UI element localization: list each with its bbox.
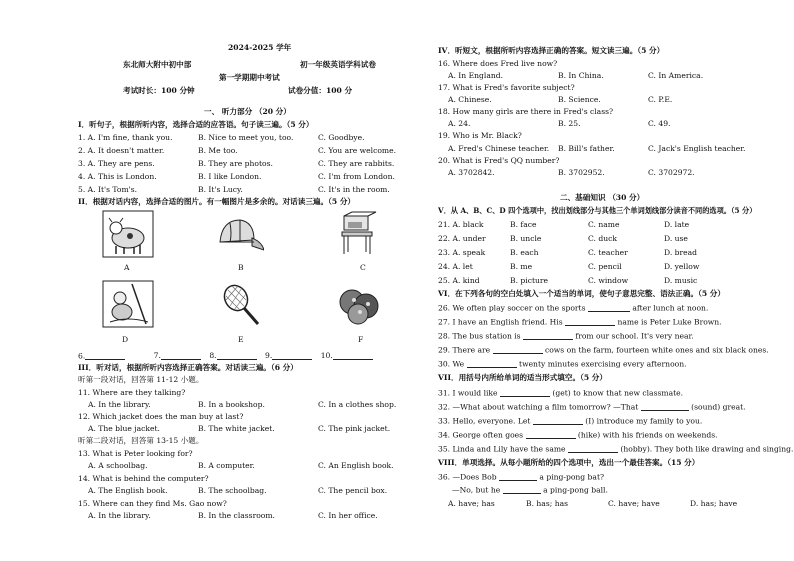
q18-b: B. 25. xyxy=(558,119,581,128)
q23-b: B. each xyxy=(510,248,539,257)
q34-text1: 34. George often goes xyxy=(438,430,524,440)
answer-8-blank[interactable] xyxy=(217,352,257,360)
answer-7-blank[interactable] xyxy=(161,352,201,360)
q30-blank[interactable] xyxy=(467,360,517,368)
q1-c: C. Goodbye. xyxy=(318,133,365,142)
q35-text1: 35. Linda and Lily have the same xyxy=(438,444,566,454)
q34-row xyxy=(438,431,718,439)
q17-question: 17. What is Fred's favorite subject? xyxy=(438,83,575,92)
q28-blank[interactable] xyxy=(523,332,573,340)
q30-text2: twenty minutes exercising every afternoon. xyxy=(519,359,687,369)
pic-label-b: B xyxy=(238,263,244,272)
answer-row xyxy=(78,352,373,360)
q19-a: A. Fred's Chinese teacher. xyxy=(448,144,550,153)
q11-a: A. In the library. xyxy=(88,400,151,409)
q4-b: B. I like London. xyxy=(198,172,262,181)
q33-row xyxy=(438,417,702,425)
exam-term: 第一学期期中考试 xyxy=(219,73,280,82)
q11-b: B. In a bookshop. xyxy=(198,400,265,409)
exam-subject: 初一年级英语学科试卷 xyxy=(300,60,376,69)
q22-b: B. uncle xyxy=(510,234,542,243)
q16-b: B. In China. xyxy=(558,71,604,80)
q33-text2: (I) introduce my family to you. xyxy=(585,416,703,426)
q14-question: 14. What is behind the computer? xyxy=(78,474,209,483)
pic-label-e: E xyxy=(238,335,244,344)
pic-label-c: C xyxy=(360,263,366,272)
q32-text2: (sound) great. xyxy=(691,402,746,412)
q30-text1: 30. We xyxy=(438,359,465,369)
q35-row xyxy=(438,445,793,453)
q27-blank[interactable] xyxy=(565,318,615,326)
q31-text2: (get) to know that new classmate. xyxy=(552,388,684,398)
racket-picture xyxy=(216,280,268,328)
q11-question: 11. Where are they talking? xyxy=(78,388,186,397)
sec2-title: II．根据对话内容，选择合适的图片。有一幅图片是多余的。对话读三遍。（5 分） xyxy=(78,197,356,206)
q5-b: B. It's Lucy. xyxy=(198,185,243,194)
cow-picture xyxy=(102,210,154,258)
sec3-title: III．听对话，根据所听内容选择正确答案。对话读三遍。（6 分） xyxy=(78,363,298,372)
pic-label-a: A xyxy=(124,263,130,272)
q21-c: C. name xyxy=(588,220,620,229)
q18-question: 18. How many girls are there in Fred's class? xyxy=(438,107,614,116)
q23-c: C. teacher xyxy=(588,248,628,257)
sec6-title: VI．在下列各句的空白处填入一个适当的单词，使句子意思完整、语法正确。（5 分） xyxy=(438,289,725,298)
q25-c: C. window xyxy=(588,276,629,285)
q21-d: D. late xyxy=(664,220,690,229)
sec8-title: VIII．单项选择。从每小题所给的四个选项中，选出一个最佳答案。（15 分） xyxy=(438,458,700,467)
part1-title: 一、 听力部分 （20 分） xyxy=(204,107,291,116)
q26-text1: 26. We often play soccer on the sports xyxy=(438,303,586,313)
q1-a: 1. A. I'm fine, thank you. xyxy=(78,133,173,142)
q25-d: D. music xyxy=(664,276,698,285)
q15-a: A. In the library. xyxy=(88,511,151,520)
q13-a: A. A schoolbag. xyxy=(88,461,148,470)
q36-b: B. has; has xyxy=(526,499,569,508)
q19-question: 19. Who is Mr. Black? xyxy=(438,131,522,140)
q36-c: C. have; have xyxy=(608,499,660,508)
q36-text3: —No, but he xyxy=(452,485,501,495)
q5-a: 5. A. It's Tom's. xyxy=(78,185,138,194)
sec7-title: VII．用括号内所给单词的适当形式填空。（5 分） xyxy=(438,373,607,382)
q12-c: C. The pink jacket. xyxy=(318,424,391,433)
answer-7: 7. xyxy=(153,351,161,361)
q21-a: 21. A. black xyxy=(438,220,484,229)
q34-blank[interactable] xyxy=(526,431,576,439)
q20-question: 20. What is Fred's QQ number? xyxy=(438,156,560,165)
q15-c: C. In her office. xyxy=(318,511,378,520)
q3-a: 3. A. They are pens. xyxy=(78,159,155,168)
q33-blank[interactable] xyxy=(533,417,583,425)
q16-a: A. In England. xyxy=(448,71,504,80)
q12-question: 12. Which jacket does the man buy at last? xyxy=(78,412,244,421)
q29-blank[interactable] xyxy=(493,346,543,354)
answer-10: 10. xyxy=(320,351,333,361)
q32-text1: 32. —What about watching a film tomorrow? —That xyxy=(438,402,639,412)
q4-c: C. I'm from London. xyxy=(318,172,395,181)
q29-text2: cows on the farm, fourteen white ones and six black ones. xyxy=(544,345,769,355)
q31-text1: 31. I would like xyxy=(438,388,498,398)
q16-c: C. In America. xyxy=(648,71,704,80)
sec3-intro1: 听第一段对话，回答第 11-12 小题。 xyxy=(78,375,204,384)
q23-d: D. bread xyxy=(664,248,698,257)
q22-d: D. use xyxy=(664,234,688,243)
q24-b: B. me xyxy=(510,262,533,271)
q15-b: B. In the classroom. xyxy=(198,511,275,520)
q36-text1: 36. —Does Bob xyxy=(438,472,497,482)
q19-b: B. Bill's father. xyxy=(558,144,615,153)
q15-question: 15. Where can they find Ms. Gao now? xyxy=(78,499,227,508)
q32-row xyxy=(438,403,746,411)
q3-b: B. They are photos. xyxy=(198,159,273,168)
q19-c: C. Jack's English teacher. xyxy=(648,144,746,153)
q20-c: C. 3702972. xyxy=(648,168,695,177)
q26-text2: after lunch at noon. xyxy=(632,303,709,313)
q29-text1: 29. There are xyxy=(438,345,491,355)
q27-text1: 27. I have an English friend. His xyxy=(438,317,563,327)
q29-row xyxy=(438,346,769,354)
q36-a: A. have; has xyxy=(448,499,495,508)
q36-line2 xyxy=(452,486,608,494)
q18-a: A. 24. xyxy=(448,119,471,128)
q5-c: C. It's in the room. xyxy=(318,185,390,194)
q13-b: B. A computer. xyxy=(198,461,255,470)
answer-9-blank[interactable] xyxy=(272,352,312,360)
q28-row xyxy=(438,332,694,340)
q35-text2: (hobby). They both like drawing and singing. xyxy=(620,444,794,454)
q25-a: 25. A. kind xyxy=(438,276,480,285)
sec3-intro2: 听第二段对话，回答第 13-15 小题。 xyxy=(78,436,204,445)
q17-b: B. Science. xyxy=(558,95,601,104)
q30-row xyxy=(438,360,687,368)
q36-blank1[interactable] xyxy=(499,473,537,481)
answer-6: 6. xyxy=(78,351,86,361)
q28-text2: from our school. It's very near. xyxy=(575,331,694,341)
q31-row xyxy=(438,389,683,397)
exam-score: 试卷分值：100 分 xyxy=(288,86,353,95)
q4-a: 4. A. This is London. xyxy=(78,172,157,181)
q33-text1: 33. Hello, everyone. Let xyxy=(438,416,531,426)
chair-picture xyxy=(332,210,384,258)
q14-a: A. The English book. xyxy=(88,486,168,495)
pic-label-f: F xyxy=(358,335,364,344)
q12-b: B. The white jacket. xyxy=(198,424,275,433)
q24-d: D. yellow xyxy=(664,262,700,271)
sec4-title: IV．听短文，根据所听内容选择正确的答案。短文读三遍。（5 分） xyxy=(438,46,665,55)
q13-question: 13. What is Peter looking for? xyxy=(78,449,193,458)
q2-c: C. You are welcome. xyxy=(318,146,397,155)
q1-b: B. Nice to meet you, too. xyxy=(198,133,294,142)
q21-b: B. face xyxy=(510,220,537,229)
part2-title: 二、基础知识 （30 分） xyxy=(560,193,645,202)
q36-blank2[interactable] xyxy=(503,486,541,494)
q17-c: C. P.E. xyxy=(648,95,673,104)
sec1-title: I．听句子，根据所听内容，选择合适的应答语。句子读三遍。（5 分） xyxy=(78,120,314,129)
q24-a: 24. A. let xyxy=(438,262,473,271)
q32-blank[interactable] xyxy=(641,403,689,411)
q31-blank[interactable] xyxy=(500,389,550,397)
q28-text1: 28. The bus station is xyxy=(438,331,521,341)
q3-c: C. They are rabbits. xyxy=(318,159,395,168)
q2-a: 2. A. It doesn't matter. xyxy=(78,146,165,155)
answer-9: 9. xyxy=(265,351,273,361)
q23-a: 23. A. speak xyxy=(438,248,486,257)
pic-label-d: D xyxy=(122,335,129,344)
answer-6-blank[interactable] xyxy=(85,352,125,360)
sec5-title: V．从 A、B、C、D 四个选项中，找出划线部分与其他三个单词划线部分读音不同的选项。（5 分） xyxy=(438,206,757,215)
school-name: 东北师大附中初中部 xyxy=(123,60,192,69)
q36-text4: a ping-pong ball. xyxy=(543,485,608,495)
q36-d: D. has; have xyxy=(690,499,738,508)
q14-b: B. The schoolbag. xyxy=(198,486,267,495)
cap-picture xyxy=(212,210,264,258)
q14-c: C. The pencil box. xyxy=(318,486,388,495)
q16-question: 16. Where does Fred live now? xyxy=(438,59,558,68)
q36-text2: a ping-pong bat? xyxy=(539,472,605,482)
q27-row xyxy=(438,318,722,326)
q26-blank[interactable] xyxy=(588,304,630,312)
q24-c: C. pencil xyxy=(588,262,622,271)
q20-a: A. 3702842. xyxy=(448,168,495,177)
answer-8: 8. xyxy=(209,351,217,361)
q2-b: B. Me too. xyxy=(198,146,238,155)
q12-a: A. The blue jacket. xyxy=(88,424,160,433)
school-year: 2024-2025 学年 xyxy=(228,43,292,52)
q34-text2: (hike) with his friends on weekends. xyxy=(577,430,718,440)
fruit-picture xyxy=(332,280,384,328)
answer-10-blank[interactable] xyxy=(333,352,373,360)
q20-b: B. 3702952. xyxy=(558,168,605,177)
q27-text2: name is Peter Luke Brown. xyxy=(617,317,722,327)
exam-time: 考试时长：100 分钟 xyxy=(123,86,195,95)
q35-blank[interactable] xyxy=(568,445,618,453)
q11-c: C. In a clothes shop. xyxy=(318,400,397,409)
q36-line1 xyxy=(438,473,604,481)
q25-b: B. picture xyxy=(510,276,549,285)
q18-c: C. 49. xyxy=(648,119,671,128)
q22-c: C. duck xyxy=(588,234,617,243)
farm-picture xyxy=(102,280,154,328)
q22-a: 22. A. under xyxy=(438,234,486,243)
q17-a: A. Chinese. xyxy=(448,95,492,104)
q26-row xyxy=(438,304,708,312)
q13-c: C. An English book. xyxy=(318,461,394,470)
